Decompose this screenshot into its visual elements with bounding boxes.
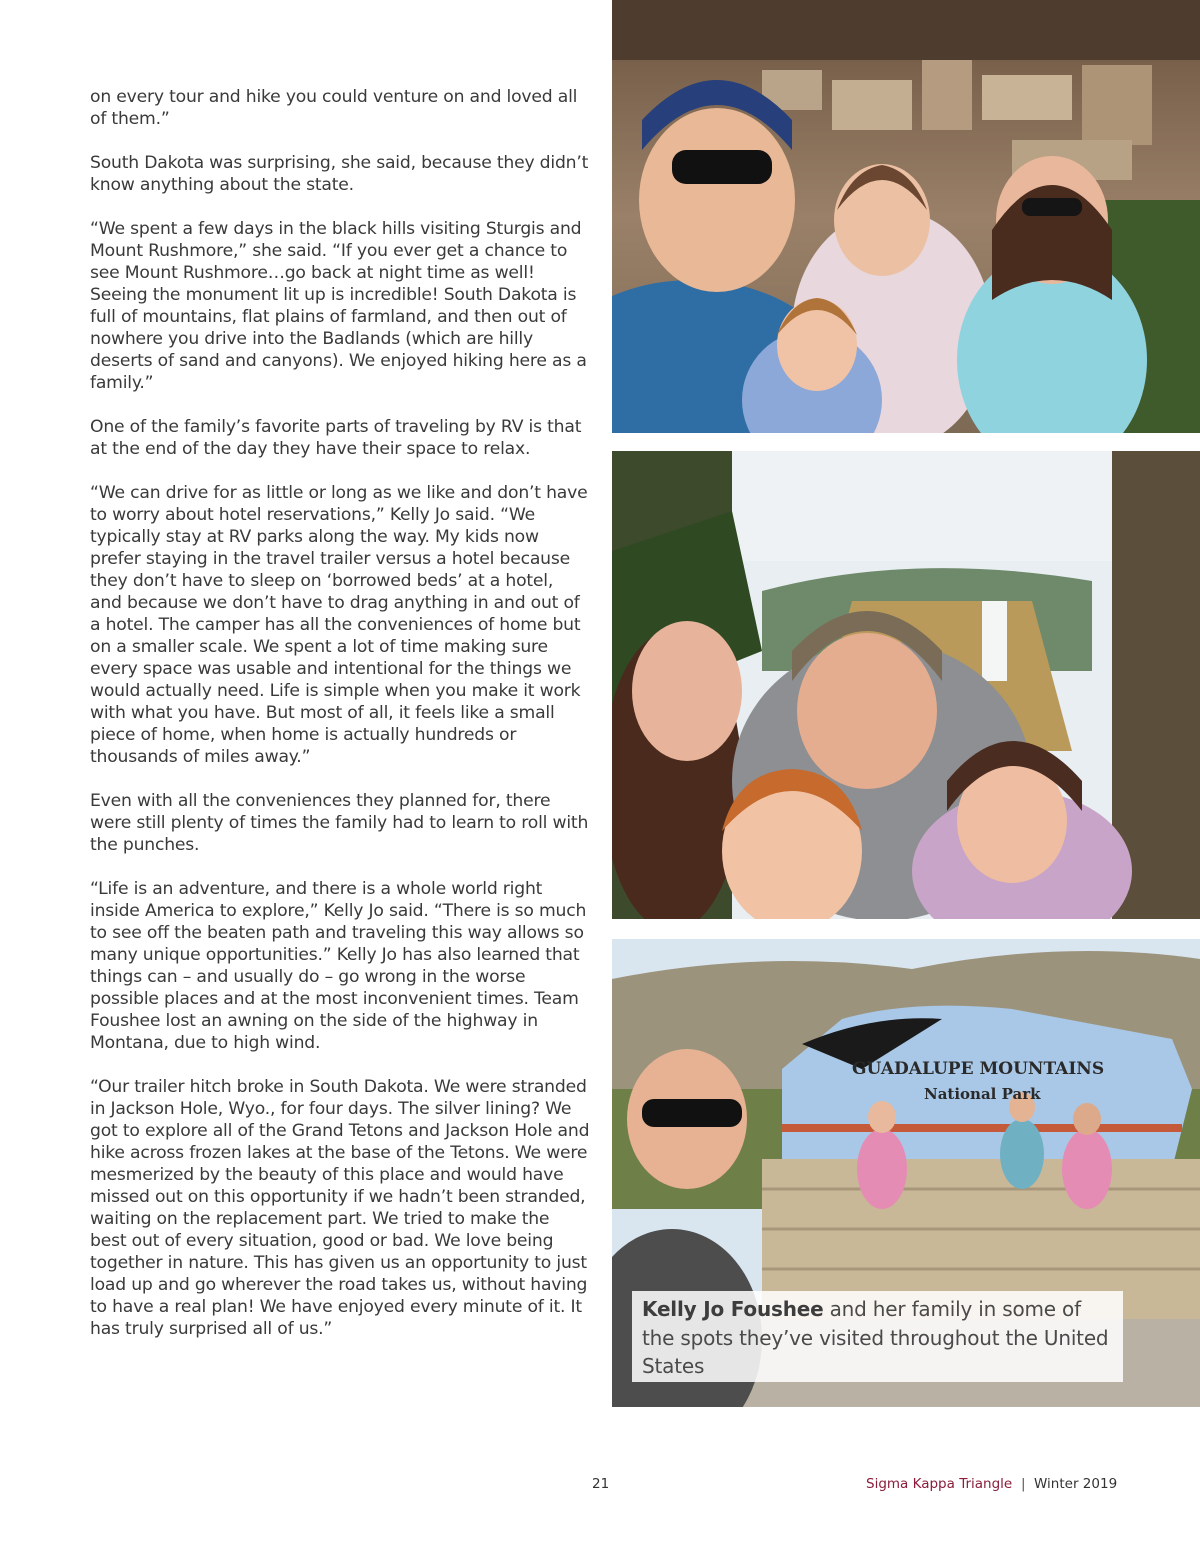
article-paragraph: on every tour and hike you could venture on and loved all of them.” bbox=[90, 87, 578, 129]
caption-name: Kelly Jo Foushee bbox=[642, 1297, 824, 1321]
photo-cliff-dwellings bbox=[612, 0, 1200, 433]
issue-label: Winter 2019 bbox=[1034, 1476, 1118, 1492]
sign-title: GUADALUPE MOUNTAINS bbox=[852, 1059, 1105, 1079]
article-paragraph: South Dakota was surprising, she said, because they didn’t know anything about the state. bbox=[90, 153, 589, 195]
article-paragraph: Even with all the conveniences they planned for, there were still plenty of times the family had to learn to roll with the punches. bbox=[90, 791, 589, 855]
photo-caption bbox=[632, 1291, 1123, 1382]
article-paragraph: “Life is an adventure, and there is a whole world right inside America to explore,” Kelly Jo said. “There is so much to see off the beaten path and traveling this way allows so many unique opportunities.” Kelly Jo has also learned that things can – and usually do – go wrong in the worse possible places and at the most inconvenient times. Team Foushee lost an awning on the side of the highway in Montana, due to high wind. bbox=[90, 879, 587, 1053]
caption-text: and her family in some of the spots they’ve visited throughout the United States bbox=[642, 1297, 1109, 1378]
page-number: 21 bbox=[592, 1476, 610, 1492]
article-body bbox=[90, 86, 590, 1362]
article-paragraph: “We can drive for as little or long as we like and don’t have to worry about hotel reservations,” Kelly Jo said. “We typically stay at RV parks along the way. My kids now prefer staying in the travel trailer versus a hotel because they don’t have to sleep on ‘borrowed beds’ at a hotel, and because we don’t have to drag anything in and out of a hotel. The camper has all the conveniences of home but on a smaller scale. We spent a lot of time making sure every space was usable and intentional for the things we would actually need. Life is simple when you make it work with what you have. But most of all, it feels like a small piece of home, when home is actually hundreds or thousands of miles away.” bbox=[90, 483, 588, 767]
article-paragraph: “We spent a few days in the black hills visiting Sturgis and Mount Rushmore,” she said. “If you ever get a chance to see Mount Rushmore…go back at night time as well! Seeing the monument lit up is incredible! South Dakota is full of mountains, flat plains of farmland, and then out of nowhere you drive into the Badlands (which are hilly deserts of sand and canyons). We enjoyed hiking here as a family.” bbox=[90, 219, 587, 393]
footer-separator: | bbox=[1021, 1476, 1026, 1492]
sign-subtitle: National Park bbox=[924, 1085, 1041, 1103]
photo-canyon-waterfall bbox=[612, 451, 1200, 919]
magazine-name: Sigma Kappa Triangle bbox=[866, 1476, 1013, 1492]
article-paragraph: One of the family’s favorite parts of traveling by RV is that at the end of the day they have their space to relax. bbox=[90, 417, 582, 459]
article-paragraph: “Our trailer hitch broke in South Dakota. We were stranded in Jackson Hole, Wyo., for four days. The silver lining? We got to explore all of the Grand Tetons and Jackson Hole and hike across frozen lakes at the base of the Tetons. We were mesmerized by the beauty of this place and would have missed out on this opportunity if we hadn’t been stranded, waiting on the replacement part. We tried to make the best out of every situation, good or bad. We love being together in nature. This has given us an opportunity to just load up and go wherever the road takes us, without having to have a real plan! We have enjoyed every minute of it. It has truly surprised all of us.” bbox=[90, 1077, 590, 1339]
